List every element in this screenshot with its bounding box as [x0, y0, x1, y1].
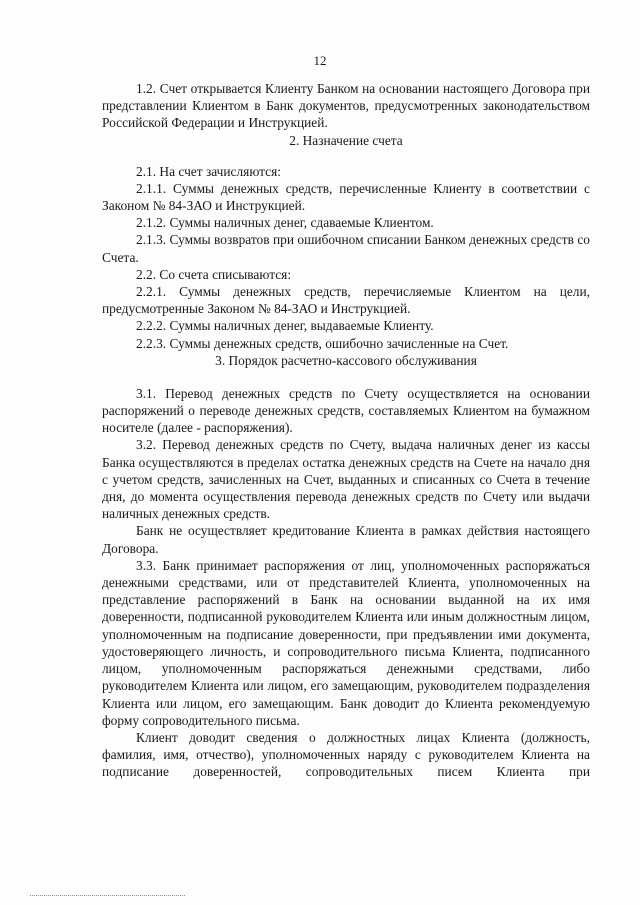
- clause-3-2: 3.2. Перевод денежных средств по Счету, выдача наличных денег из кассы Банка осуществляются в пределах остатка денежных средств на Счете на начало дня с учетом средств, зачисленных на Счет, выданных и списанных со Счета в течение дня, до момента осуществления перевода денежных средств по Счету или выдачи наличных денежных средств.: [102, 437, 590, 522]
- clause-2-2-1: 2.2.1. Суммы денежных средств, перечисляемые Клиентом на цели, предусмотренные Законом № 84-ЗАО и Инструкцией.: [102, 284, 590, 317]
- no-credit-paragraph: Банк не осуществляет кредитование Клиента в рамках действия настоящего Договора.: [102, 523, 590, 556]
- clause-2-2-2: 2.2.2. Суммы наличных денег, выдаваемые Клиенту.: [136, 318, 434, 334]
- clause-2-2: 2.2. Со счета списываются:: [136, 266, 292, 282]
- client-officials-paragraph: Клиент доводит сведения о должностных лицах Клиента (должность, фамилия, имя, отчество), уполномоченных наряду с руководителем Клиента на подписание доверенностей, сопроводительных писем Клиента при: [102, 729, 590, 780]
- document-body: [102, 80, 590, 781]
- page-number: 12: [313, 53, 327, 68]
- section-heading-2: 2. Назначение счета: [289, 132, 403, 148]
- clause-1-2: 1.2. Счет открывается Клиенту Банком на основании настоящего Договора при представлении Клиентом в Банк документов, предусмотренных законодательством Российской Федерации и Инструкцией.: [102, 81, 590, 131]
- clause-2-1-3: 2.1.3. Суммы возвратов при ошибочном списании Банком денежных средств со Счета.: [102, 232, 590, 265]
- clause-2-2-3: 2.2.3. Суммы денежных средств, ошибочно зачисленные на Счет.: [136, 335, 509, 351]
- clause-2-1-1: 2.1.1. Суммы денежных средств, перечисленные Клиенту в соответствии с Законом № 84-ЗАО и Инструкцией.: [102, 180, 590, 214]
- clause-3-1: 3.1. Перевод денежных средств по Счету осуществляется на основании распоряжений о переводе денежных средств, составляемых Клиентом на бумажном носителе (далее - распоряжения).: [102, 385, 590, 436]
- section-heading-3: 3. Порядок расчетно-кассового обслуживания: [215, 352, 477, 368]
- clause-2-1: 2.1. На счет зачисляются:: [136, 163, 281, 179]
- footer-dotted-line: [30, 895, 185, 896]
- clause-3-3: 3.3. Банк принимает распоряжения от лиц, уполномоченных распоряжаться денежными средствами, или от представителей Клиента, уполномоченных на представление распоряжений в Банк на основании выданной на их имя доверенности, подписанной руководителем Клиента или иным должностным лицом, уполномоченным на подписание доверенности, при предъявлении ими документа, удостоверяющего личность, и сопроводительного письма Клиента, подписанного лицом, уполномоченным распоряжаться денежными средствами, либо руководителем Клиента или лицом, его замещающим, руководителем подразделения Клиента или лицом, его замещающим. Банк доводит до Клиента рекомендуемую форму сопроводительного письма.: [102, 557, 590, 728]
- clause-2-1-2: 2.1.2. Суммы наличных денег, сдаваемые Клиентом.: [136, 215, 434, 231]
